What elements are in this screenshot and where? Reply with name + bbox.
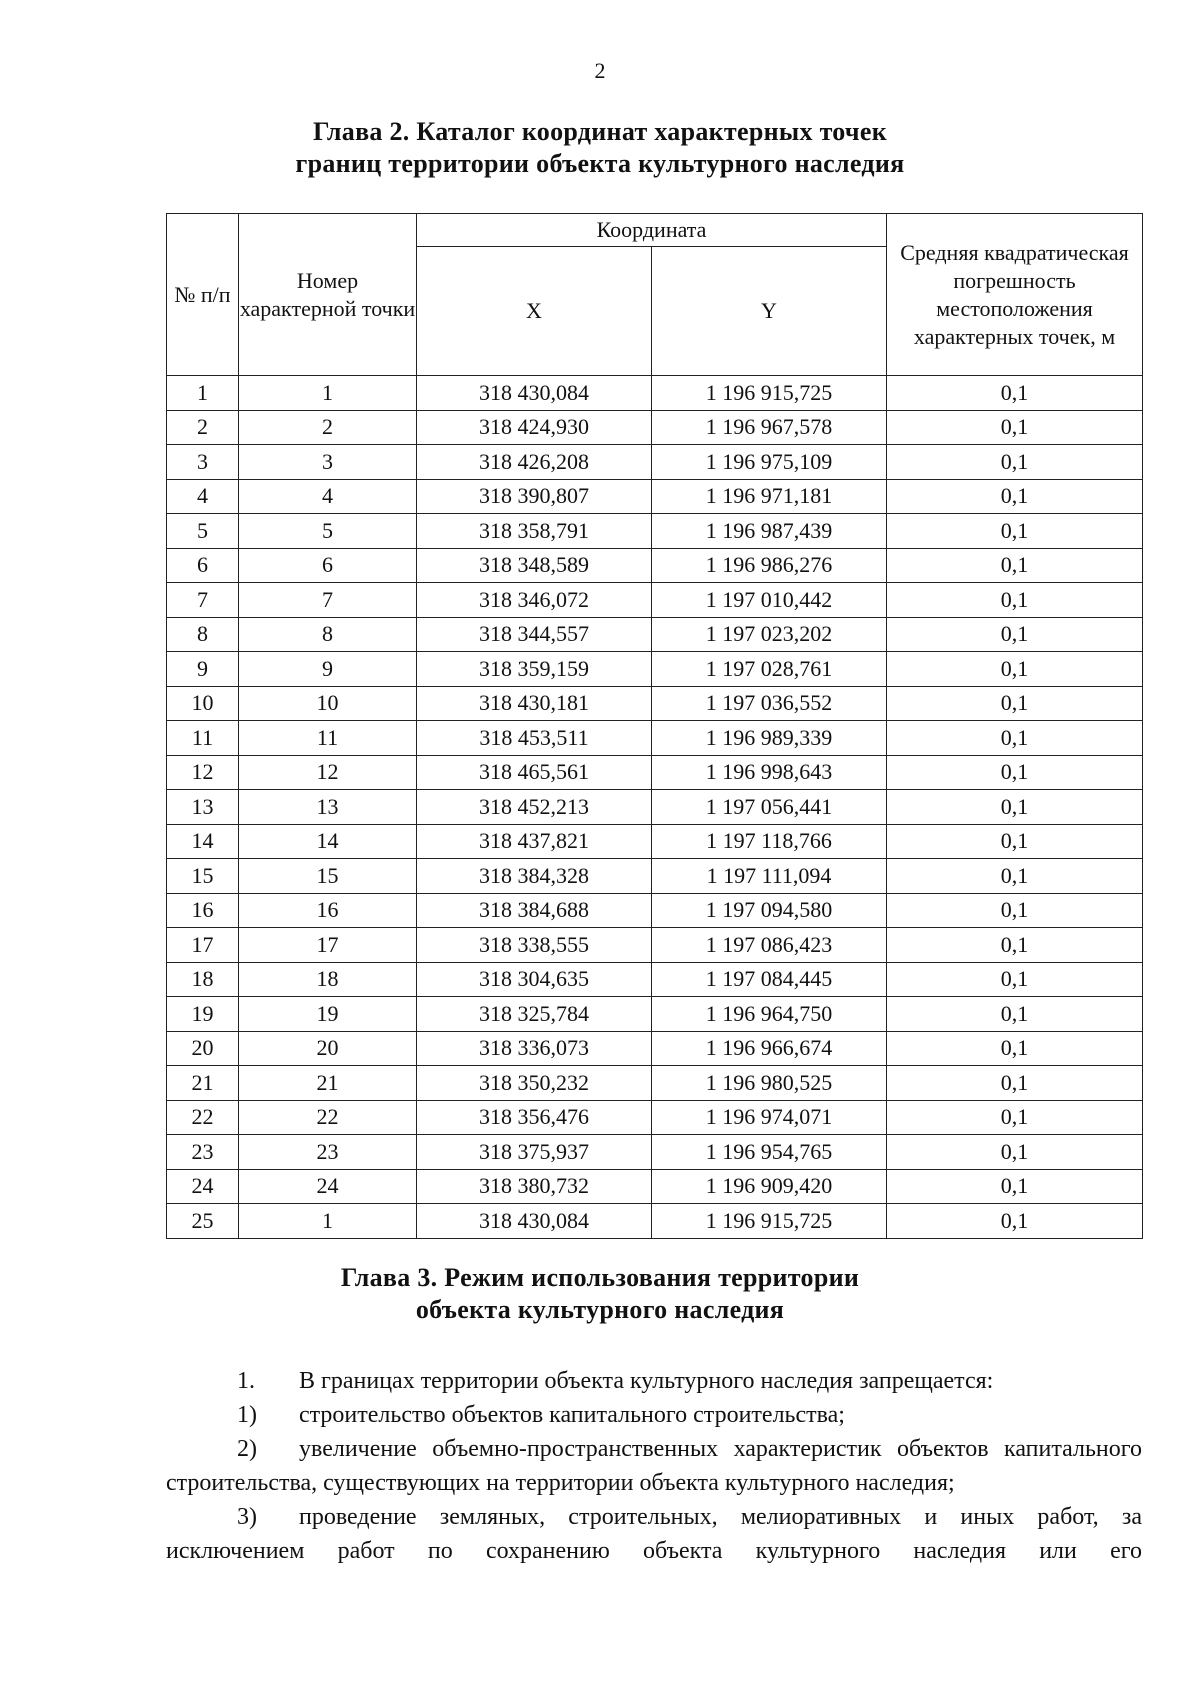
cell-x: 318 338,555 [417,928,652,963]
cell-y: 1 196 980,525 [652,1066,887,1101]
cell-x: 318 356,476 [417,1100,652,1135]
cell-x: 318 336,073 [417,1031,652,1066]
table-row [167,548,1143,583]
cell-error: 0,1 [887,1066,1143,1101]
cell-row-number: 19 [167,997,239,1032]
table-row [167,962,1143,997]
cell-y: 1 196 915,725 [652,376,887,411]
cell-y: 1 196 966,674 [652,1031,887,1066]
cell-point-number: 20 [239,1031,417,1066]
cell-y: 1 197 094,580 [652,893,887,928]
header-y: Y [652,247,887,376]
paragraph-text: проведение земляных, строительных, мелиоративных и иных работ, за исключением работ по сохранению объекта культурного наследия или его [166,1504,1142,1564]
cell-y: 1 196 975,109 [652,445,887,480]
cell-error: 0,1 [887,1204,1143,1239]
cell-x: 318 304,635 [417,962,652,997]
header-row-number: № п/п [167,214,239,376]
cell-x: 318 430,084 [417,376,652,411]
cell-error: 0,1 [887,479,1143,514]
paragraph-1-item-1 [166,1398,1142,1432]
cell-y: 1 197 111,094 [652,859,887,894]
cell-row-number: 4 [167,479,239,514]
cell-y: 1 196 989,339 [652,721,887,756]
cell-point-number: 4 [239,479,417,514]
header-mean-square-error: Средняя квадратическая погрешность местоположения характерных точек, м [887,214,1143,376]
cell-error: 0,1 [887,548,1143,583]
cell-point-number: 16 [239,893,417,928]
cell-x: 318 346,072 [417,583,652,618]
paragraph-text: увеличение объемно-пространственных характеристик объектов капитального строительства, существующих на территории объекта культурного наследия; [166,1436,1142,1496]
cell-error: 0,1 [887,410,1143,445]
cell-x: 318 430,084 [417,1204,652,1239]
cell-error: 0,1 [887,790,1143,825]
cell-error: 0,1 [887,652,1143,687]
chapter-2-title-line-1: Глава 2. Каталог координат характерных точек [312,117,888,146]
table-row [167,1204,1143,1239]
cell-point-number: 12 [239,755,417,790]
cell-error: 0,1 [887,721,1143,756]
cell-row-number: 10 [167,686,239,721]
cell-y: 1 196 987,439 [652,514,887,549]
cell-point-number: 14 [239,824,417,859]
cell-y: 1 197 056,441 [652,790,887,825]
table-header [167,214,1143,376]
cell-error: 0,1 [887,445,1143,480]
table-row [167,824,1143,859]
cell-row-number: 11 [167,721,239,756]
table-row [167,1031,1143,1066]
table-row [167,893,1143,928]
header-x: X [417,247,652,376]
cell-row-number: 23 [167,1135,239,1170]
cell-y: 1 197 084,445 [652,962,887,997]
chapter-3-title [0,1262,1200,1326]
cell-error: 0,1 [887,1135,1143,1170]
cell-row-number: 25 [167,1204,239,1239]
paragraph-number: 1) [237,1402,257,1428]
paragraph-number: 3) [237,1504,257,1530]
table-row [167,928,1143,963]
cell-y: 1 196 967,578 [652,410,887,445]
cell-error: 0,1 [887,514,1143,549]
cell-x: 318 344,557 [417,617,652,652]
cell-x: 318 325,784 [417,997,652,1032]
table-row [167,997,1143,1032]
table-row [167,1100,1143,1135]
cell-error: 0,1 [887,824,1143,859]
cell-row-number: 21 [167,1066,239,1101]
cell-point-number: 6 [239,548,417,583]
table-row [167,686,1143,721]
chapter-3-title-line-2: объекта культурного наследия [415,1295,785,1324]
table-row [167,1135,1143,1170]
cell-row-number: 17 [167,928,239,963]
paragraph-number: 2) [237,1436,257,1462]
cell-error: 0,1 [887,1031,1143,1066]
table-row [167,859,1143,894]
cell-y: 1 197 036,552 [652,686,887,721]
cell-row-number: 18 [167,962,239,997]
cell-y: 1 196 974,071 [652,1100,887,1135]
cell-error: 0,1 [887,859,1143,894]
cell-point-number: 1 [239,376,417,411]
cell-y: 1 196 986,276 [652,548,887,583]
cell-row-number: 15 [167,859,239,894]
cell-point-number: 22 [239,1100,417,1135]
cell-y: 1 196 909,420 [652,1169,887,1204]
cell-row-number: 13 [167,790,239,825]
chapter-3-title-line-1: Глава 3. Режим использования территории [340,1263,860,1292]
table-row [167,755,1143,790]
cell-y: 1 197 118,766 [652,824,887,859]
cell-row-number: 20 [167,1031,239,1066]
table-row [167,376,1143,411]
header-point-number: Номер характерной точки [239,214,417,376]
table-row [167,652,1143,687]
table-row [167,514,1143,549]
cell-error: 0,1 [887,376,1143,411]
table-row [167,479,1143,514]
table-row [167,1169,1143,1204]
table-row [167,445,1143,480]
cell-point-number: 5 [239,514,417,549]
cell-x: 318 430,181 [417,686,652,721]
cell-error: 0,1 [887,686,1143,721]
cell-point-number: 3 [239,445,417,480]
cell-y: 1 197 010,442 [652,583,887,618]
cell-x: 318 348,589 [417,548,652,583]
paragraph-text: строительство объектов капитального строительства; [299,1402,845,1428]
cell-x: 318 375,937 [417,1135,652,1170]
cell-x: 318 380,732 [417,1169,652,1204]
cell-error: 0,1 [887,928,1143,963]
cell-x: 318 359,159 [417,652,652,687]
cell-x: 318 426,208 [417,445,652,480]
cell-x: 318 384,328 [417,859,652,894]
cell-y: 1 196 964,750 [652,997,887,1032]
chapter-2-title [0,116,1200,180]
cell-x: 318 453,511 [417,721,652,756]
cell-error: 0,1 [887,893,1143,928]
cell-row-number: 24 [167,1169,239,1204]
cell-x: 318 465,561 [417,755,652,790]
cell-row-number: 8 [167,617,239,652]
paragraph-1 [166,1364,1142,1398]
cell-x: 318 452,213 [417,790,652,825]
coordinates-table [166,213,1143,1239]
cell-y: 1 197 028,761 [652,652,887,687]
cell-point-number: 13 [239,790,417,825]
body-text [166,1364,1142,1568]
page-number: 2 [594,58,606,83]
cell-row-number: 5 [167,514,239,549]
cell-error: 0,1 [887,583,1143,618]
paragraph-1-item-3 [166,1500,1142,1568]
table-row [167,790,1143,825]
cell-point-number: 7 [239,583,417,618]
cell-x: 318 384,688 [417,893,652,928]
cell-x: 318 390,807 [417,479,652,514]
cell-point-number: 11 [239,721,417,756]
cell-point-number: 2 [239,410,417,445]
cell-point-number: 8 [239,617,417,652]
cell-y: 1 196 915,725 [652,1204,887,1239]
cell-row-number: 16 [167,893,239,928]
cell-error: 0,1 [887,1169,1143,1204]
header-coordinate: Координата [417,214,887,247]
cell-row-number: 1 [167,376,239,411]
cell-error: 0,1 [887,617,1143,652]
table-row [167,583,1143,618]
cell-y: 1 196 954,765 [652,1135,887,1170]
cell-point-number: 18 [239,962,417,997]
cell-row-number: 9 [167,652,239,687]
table-row [167,410,1143,445]
table-row [167,1066,1143,1101]
paragraph-number: 1. [237,1368,255,1394]
cell-y: 1 196 998,643 [652,755,887,790]
cell-row-number: 7 [167,583,239,618]
cell-point-number: 1 [239,1204,417,1239]
cell-point-number: 9 [239,652,417,687]
cell-row-number: 12 [167,755,239,790]
chapter-2-title-line-2: границ территории объекта культурного наследия [295,149,905,178]
cell-point-number: 23 [239,1135,417,1170]
cell-row-number: 2 [167,410,239,445]
table-row [167,721,1143,756]
paragraph-text: В границах территории объекта культурного наследия запрещается: [299,1368,994,1394]
cell-x: 318 358,791 [417,514,652,549]
paragraph-1-item-2 [166,1432,1142,1500]
cell-row-number: 22 [167,1100,239,1135]
cell-point-number: 21 [239,1066,417,1101]
cell-error: 0,1 [887,962,1143,997]
cell-point-number: 17 [239,928,417,963]
cell-error: 0,1 [887,755,1143,790]
cell-point-number: 24 [239,1169,417,1204]
cell-point-number: 10 [239,686,417,721]
cell-row-number: 3 [167,445,239,480]
cell-row-number: 14 [167,824,239,859]
cell-x: 318 437,821 [417,824,652,859]
cell-point-number: 15 [239,859,417,894]
table-row [167,617,1143,652]
table-body [167,376,1143,1239]
cell-y: 1 196 971,181 [652,479,887,514]
cell-row-number: 6 [167,548,239,583]
cell-x: 318 350,232 [417,1066,652,1101]
cell-y: 1 197 086,423 [652,928,887,963]
cell-y: 1 197 023,202 [652,617,887,652]
cell-error: 0,1 [887,997,1143,1032]
cell-x: 318 424,930 [417,410,652,445]
cell-error: 0,1 [887,1100,1143,1135]
cell-point-number: 19 [239,997,417,1032]
